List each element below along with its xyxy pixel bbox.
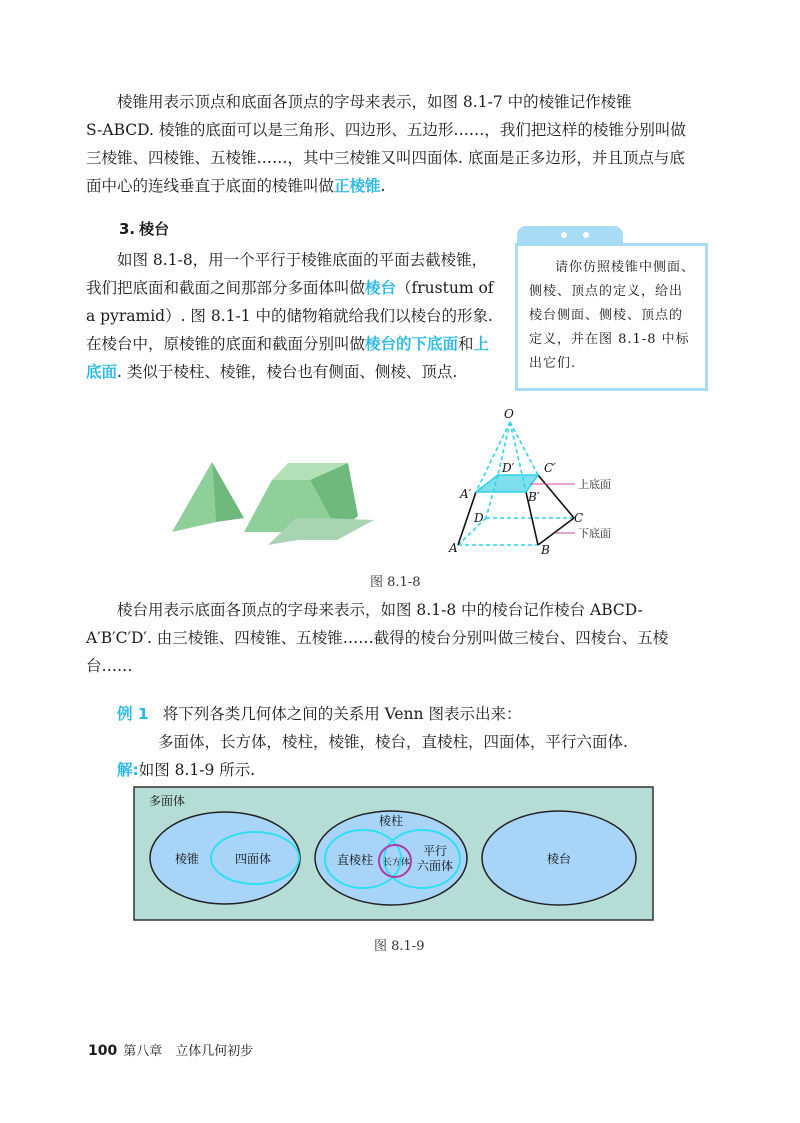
text-line: 面中心的连线垂直于底面的棱锥叫做正棱锥. — [86, 177, 386, 195]
section-number: 3. — [119, 220, 136, 238]
venn-label-pyramid: 棱锥 — [175, 852, 200, 866]
label-C-prime: C′ — [544, 461, 556, 475]
figure-8-1-8 — [160, 400, 630, 560]
note-dot — [561, 232, 567, 238]
term-upper-base-part1: 上 — [473, 335, 490, 353]
frustum-notation-paragraph — [86, 596, 704, 680]
text-line: 我们把底面和截面之间那部分多面体叫做棱台（frustum of — [86, 279, 494, 297]
note-dot — [583, 232, 589, 238]
venn-label-polyhedron: 多面体 — [149, 794, 186, 808]
term-lower-base: 棱台的下底面 — [365, 335, 459, 353]
frustum-definition-paragraph — [86, 246, 496, 386]
triangular-pyramid-solid — [172, 462, 244, 532]
note-text: 请你仿照棱锥中侧面、侧棱、顶点的定义，给出棱台侧面、侧棱、顶点的定义，并在图 8.1-8 中标出它们. — [529, 260, 696, 371]
section-title: 棱台 — [139, 220, 170, 238]
venn-label-right-prism: 直棱柱 — [337, 853, 374, 867]
venn-pyramid-set — [150, 812, 300, 904]
text-line: S-ABCD. 棱锥的底面可以是三角形、四边形、五边形……，我们把这样的棱锥分别叫做 — [86, 121, 686, 139]
venn-label-hexahedron: 六面体 — [417, 859, 454, 873]
label-A: A — [449, 541, 458, 555]
example-statement: 例 1 将下列各类几何体之间的关系用 Venn 图表示出来： — [117, 705, 522, 723]
venn-label-prism: 棱柱 — [379, 814, 404, 828]
page-number: 100 — [88, 1043, 118, 1059]
figure-caption: 图 8.1-9 — [374, 939, 425, 954]
chapter-title: 第八章 立体几何初步 — [123, 1044, 254, 1059]
venn-label-parallel: 平行 — [423, 844, 448, 858]
text-line: 在棱台中，原棱锥的底面和截面分别叫做棱台的下底面和上 — [86, 335, 490, 353]
term-frustum: 棱台 — [365, 279, 397, 297]
label-B: B — [541, 543, 550, 557]
section-heading — [119, 218, 169, 239]
text-line: 棱台用表示底面各顶点的字母来表示，如图 8.1-8 中的棱台记作棱台 ABCD- — [117, 601, 643, 619]
term-upper-base-part2: 底面 — [86, 363, 118, 381]
venn-label-tetrahedron: 四面体 — [235, 852, 272, 866]
term-regular-pyramid: 正棱锥 — [334, 177, 381, 195]
text-line: 如图 8.1-8，用一个平行于棱锥底面的平面去截棱锥， — [117, 251, 488, 269]
text-line: 三棱锥、四棱锥、五棱锥……，其中三棱锥又叫四面体. 底面是正多边形，并且顶点与底 — [86, 149, 685, 167]
solution-label: 解: — [117, 761, 139, 779]
text-line: 台…… — [86, 657, 133, 675]
example-list: 多面体，长方体，棱柱，棱锥，棱台，直棱柱，四面体，平行六面体. — [158, 733, 628, 751]
text-line: A′B′C′D′. 由三棱锥、四棱锥、五棱锥……截得的棱台分别叫做三棱台、四棱台、五棱 — [86, 629, 669, 647]
label-upper-base: 上底面 — [578, 478, 611, 491]
side-note — [515, 226, 708, 386]
example-solution: 解:如图 8.1-9 所示. — [117, 761, 256, 779]
label-lower-base: 下底面 — [578, 527, 611, 540]
label-B-prime: B′ — [528, 490, 540, 504]
venn-label-cuboid: 长方体 — [383, 858, 411, 868]
example-label: 例 1 — [117, 705, 149, 723]
venn-label-frustum: 棱台 — [547, 852, 572, 866]
label-C: C — [574, 511, 584, 525]
figure-8-1-9-venn — [133, 786, 655, 922]
label-A-prime: A′ — [460, 487, 472, 501]
figure-caption: 图 8.1-8 — [370, 575, 421, 590]
label-D-prime: D′ — [502, 461, 515, 475]
label-D: D — [474, 511, 484, 525]
text-line: 棱锥用表示顶点和底面各顶点的字母来表示，如图 8.1-7 中的棱锥记作棱锥 — [117, 93, 632, 111]
label-O: O — [504, 407, 514, 421]
text-line: 底面. 类似于棱柱、棱锥，棱台也有侧面、侧棱、顶点. — [86, 363, 458, 381]
text-line: a pyramid）. 图 8.1-1 中的储物箱就给我们以棱台的形象. — [86, 307, 493, 325]
note-tab — [517, 226, 623, 244]
page-footer — [88, 1040, 253, 1059]
pyramid-notation-paragraph — [86, 88, 704, 200]
